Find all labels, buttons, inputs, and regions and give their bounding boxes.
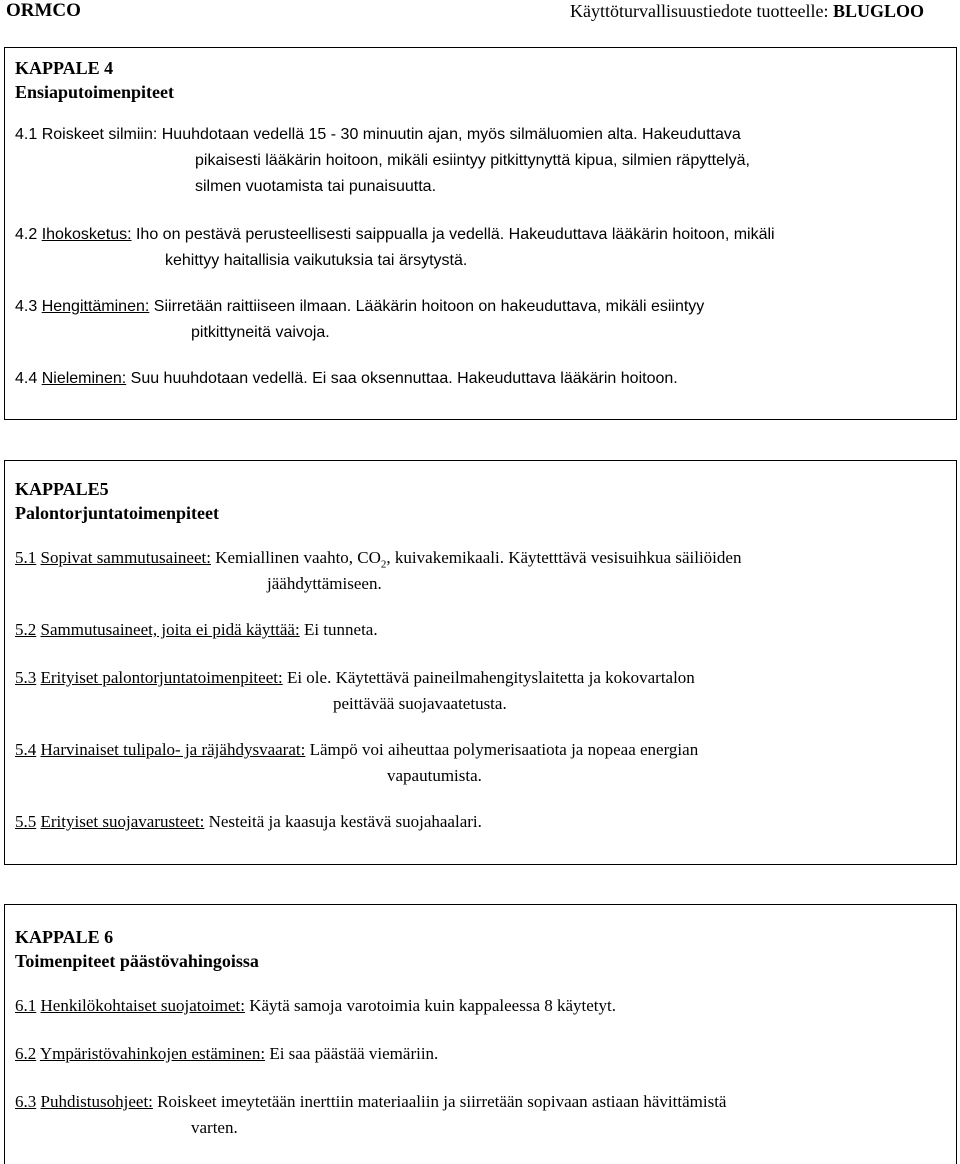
item-4-4-number: 4.4 [15, 370, 38, 387]
item-5-5-label: Erityiset suojavarusteet: [40, 812, 205, 831]
item-6-2-number: 6.2 [15, 1044, 37, 1063]
item-5-3-text-2: peittävää suojavaatetusta. [333, 694, 507, 713]
item-4-3-label: Hengittäminen: [41, 298, 150, 315]
item-5-1 [15, 545, 942, 597]
section-4-title: Ensiaputoimenpiteet [15, 82, 175, 102]
item-4-1-text-1: Huuhdotaan vedellä 15 - 30 minuutin ajan, myös silmäluomien alta. Hakeuduttava [161, 126, 741, 143]
item-4-1-label: Roiskeet silmiin: [41, 126, 158, 143]
section-6-number: KAPPALE 6 [15, 927, 114, 947]
item-5-4-text-1: Lämpö voi aiheuttaa polymerisaatiota ja nopeaa energian [309, 740, 699, 759]
item-4-2-label: Ihokosketus: [41, 226, 132, 243]
section-5-heading [15, 477, 219, 525]
item-5-3-number: 5.3 [15, 668, 37, 687]
item-4-3-text-1: Siirretään raittiiseen ilmaan. Lääkärin hoitoon on hakeuduttava, mikäli esiintyy [153, 298, 705, 315]
page-header [0, 0, 960, 26]
item-6-3 [15, 1089, 942, 1141]
item-5-2-number: 5.2 [15, 620, 37, 639]
section-4-heading [15, 56, 174, 104]
item-5-3 [15, 665, 942, 717]
item-6-1-label: Henkilökohtaiset suojatoimet: [40, 996, 245, 1015]
item-5-5-text-1: Nesteitä ja kaasuja kestävä suojahaalari. [208, 812, 482, 831]
section-5-box [4, 460, 957, 865]
item-5-1-text-1b: , kuivakemikaali. Käytetttävä vesisuihkua säiliöiden [386, 548, 742, 567]
item-6-1 [15, 993, 942, 1019]
item-5-1-subscript: 2 [380, 558, 387, 571]
document-title-prefix: Käyttöturvallisuustiedote tuotteelle: [570, 1, 833, 21]
item-5-2-label: Sammutusaineet, joita ei pidä käyttää: [40, 620, 300, 639]
item-5-2 [15, 617, 942, 643]
item-4-1-text-2: pikaisesti lääkärin hoitoon, mikäli esiintyy pitkittynyttä kipua, silmien räpyttelyä, [195, 152, 750, 169]
section-6-heading [15, 925, 259, 973]
item-5-3-text-1: Ei ole. Käytettävä paineilmahengityslaitetta ja kokovartalon [286, 668, 695, 687]
item-4-2-number: 4.2 [15, 226, 38, 243]
item-5-2-text-1: Ei tunneta. [303, 620, 378, 639]
section-5-title: Palontorjuntatoimenpiteet [15, 503, 219, 523]
item-5-4 [15, 737, 942, 789]
item-6-2-text-1: Ei saa päästää viemäriin. [269, 1044, 439, 1063]
item-4-3-text-2: pitkittyneitä vaivoja. [191, 324, 330, 341]
item-5-3-label: Erityiset palontorjuntatoimenpiteet: [40, 668, 283, 687]
item-6-3-number: 6.3 [15, 1092, 37, 1111]
item-5-4-number: 5.4 [15, 740, 37, 759]
section-6-box [4, 904, 957, 1164]
item-4-4-text-1: Suu huuhdotaan vedellä. Ei saa oksennuttaa. Hakeuduttava lääkärin hoitoon. [130, 370, 678, 387]
item-6-3-label: Puhdistusohjeet: [40, 1092, 153, 1111]
section-4-box [4, 47, 957, 420]
item-4-2-text-2: kehittyy haitallisia vaikutuksia tai ärsytystä. [165, 252, 468, 269]
item-6-2 [15, 1041, 942, 1067]
item-4-1-text-3: silmen vuotamista tai punaisuutta. [195, 178, 437, 195]
item-5-1-number: 5.1 [15, 548, 37, 567]
product-name: BLUGLOO [832, 1, 924, 21]
item-5-4-label: Harvinaiset tulipalo- ja räjähdysvaarat: [40, 740, 306, 759]
item-5-1-text-1a: Kemiallinen vaahto, CO [215, 548, 381, 567]
item-4-2 [15, 222, 942, 274]
section-6-title: Toimenpiteet päästövahingoissa [15, 951, 259, 971]
item-5-1-label: Sopivat sammutusaineet: [40, 548, 211, 567]
item-4-4-label: Nieleminen: [41, 370, 127, 387]
item-4-1 [15, 122, 942, 200]
section-5-number: KAPPALE5 [15, 479, 109, 499]
item-6-3-text-1: Roiskeet imeytetään inerttiin materiaaliin ja siirretään sopivaan astiaan hävittämistä [157, 1092, 727, 1111]
section-4-number: KAPPALE 4 [15, 58, 114, 78]
item-6-1-text-1: Käytä samoja varotoimia kuin kappaleessa 8 käytetyt. [249, 996, 617, 1015]
item-6-3-text-2: varten. [191, 1118, 238, 1137]
item-4-2-text-1: Iho on pestävä perusteellisesti saippualla ja vedellä. Hakeuduttava lääkärin hoitoon, mikäli [135, 226, 775, 243]
company-name: ORMCO [6, 0, 81, 21]
item-6-2-label: Ympäristövahinkojen estäminen: [39, 1044, 266, 1063]
item-4-3 [15, 294, 942, 346]
item-4-1-number: 4.1 [15, 126, 38, 143]
item-4-4 [15, 366, 942, 392]
item-6-1-number: 6.1 [15, 996, 37, 1015]
item-5-1-text-2: jäähdyttämiseen. [267, 574, 382, 593]
item-5-5 [15, 809, 942, 835]
item-5-5-number: 5.5 [15, 812, 37, 831]
item-5-4-text-2: vapautumista. [387, 766, 482, 785]
item-4-3-number: 4.3 [15, 298, 38, 315]
document-title [570, 1, 924, 22]
